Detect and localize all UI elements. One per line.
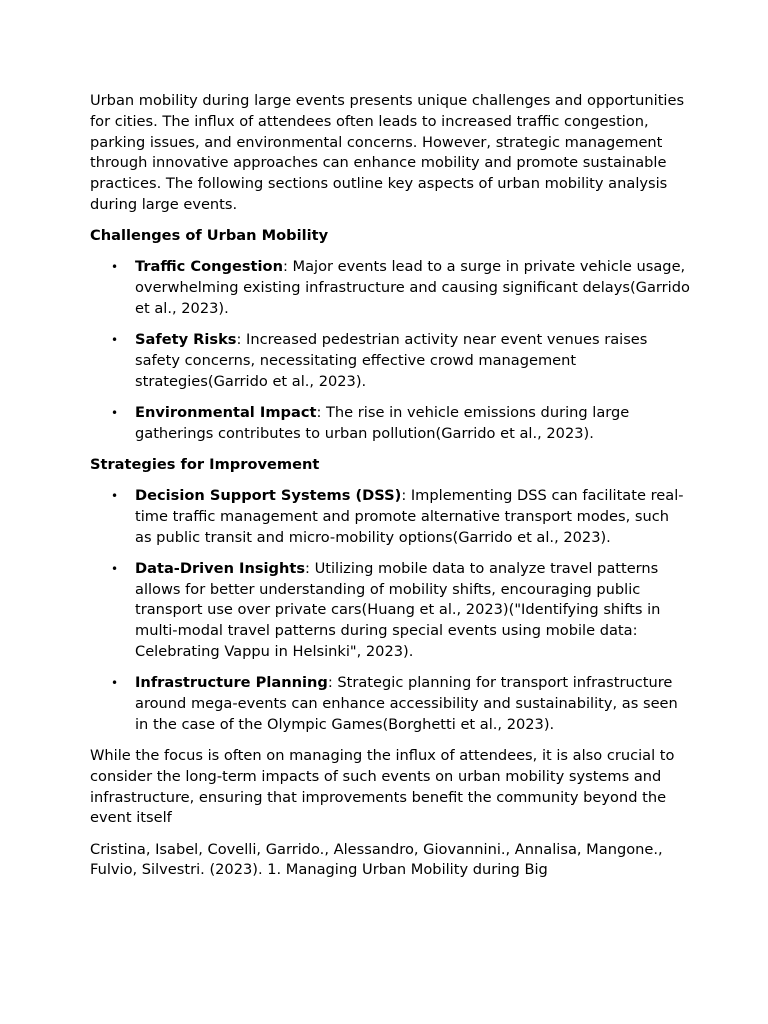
challenges-list: [90, 257, 690, 444]
bullet-icon: •: [111, 489, 119, 504]
bullet-icon: •: [111, 561, 119, 576]
list-item: [90, 330, 690, 392]
intro-paragraph: Urban mobility during large events presents unique challenges and opportunities for cities. The influx of attendees often leads to increased traffic congestion, parking issues, and environmental concerns. However, strategic management through innovative approaches can enhance mobility and promote sustainable practices. The following sections outline key aspects of urban mobility analysis during large events.: [90, 92, 685, 213]
bullet-icon: •: [111, 405, 119, 420]
list-item-term: Infrastructure Planning: [135, 674, 328, 692]
list-item: [90, 403, 690, 445]
strategies-list: [90, 486, 690, 736]
list-item-text: : Strategic planning for transport infrastructure around mega-events can enhance accessibility and sustainability, as seen in the case of the Olympic Games(Borghetti et al., 2023).: [135, 674, 678, 733]
conclusion-paragraph: While the focus is often on managing the influx of attendees, it is also crucial to consider the long-term impacts of such events on urban mobility systems and infrastructure, ensuring that improvements benefit the community beyond the event itself: [90, 747, 675, 827]
bullet-icon: •: [111, 676, 119, 691]
reference-entry: Cristina, Isabel, Covelli, Garrido., Alessandro, Giovannini., Annalisa, Mangone., Fulvio, Silvestri. (2023). 1. Managing Urban Mobility during Big: [90, 840, 663, 879]
list-item: [90, 559, 690, 663]
list-item-term: Environmental Impact: [135, 403, 317, 421]
section-heading-challenges: Challenges of Urban Mobility: [90, 227, 329, 245]
list-item: [90, 673, 690, 735]
bullet-icon: •: [111, 260, 119, 275]
list-item-term: Traffic Congestion: [135, 258, 283, 276]
list-item-text: : Implementing DSS can facilitate real-time traffic management and promote alternative transport modes, such as public transit and micro-mobility options(Garrido et al., 2023).: [135, 487, 684, 546]
list-item-term: Data-Driven Insights: [135, 559, 306, 577]
list-item: [90, 257, 690, 319]
list-item-term: Safety Risks: [135, 331, 237, 349]
list-item: [90, 486, 690, 548]
list-item-text: : The rise in vehicle emissions during large gatherings contributes to urban pollution(Garrido et al., 2023).: [135, 403, 630, 442]
bullet-icon: •: [111, 333, 119, 348]
list-item-text: : Utilizing mobile data to analyze travel patterns allows for better understanding of mobility shifts, encouraging public transport use over private cars(Huang et al., 2023)("Identifying shifts in multi-modal travel patterns during special events using mobile data: Celebrating Vappu in Helsinki", 2023).: [135, 559, 661, 661]
list-item-text: : Increased pedestrian activity near event venues raises safety concerns, necessitating effective crowd management strategies(Garrido et al., 2023).: [135, 331, 648, 390]
list-item-text: : Major events lead to a surge in private vehicle usage, overwhelming existing infrastructure and causing significant delays(Garrido et al., 2023).: [135, 258, 690, 317]
document-page: [90, 91, 690, 892]
list-item-term: Decision Support Systems (DSS): [135, 487, 402, 505]
section-heading-strategies: Strategies for Improvement: [90, 455, 320, 473]
